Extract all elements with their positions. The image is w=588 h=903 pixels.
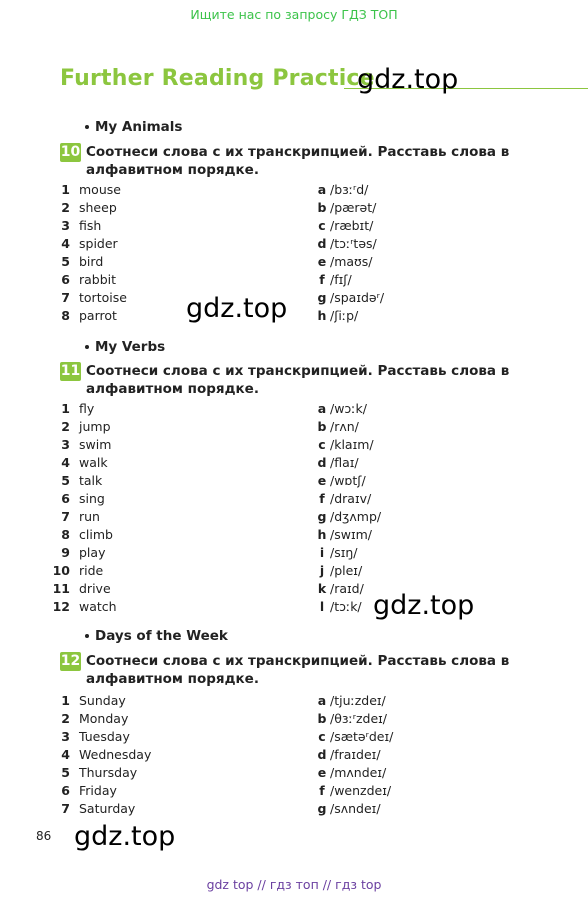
word-row <box>50 544 117 562</box>
section-heading: My Animals <box>85 119 182 135</box>
task-instruction: 11 Соотнеси слова с их транскрипцией. Расставь слова в алфавитном порядке. <box>60 363 510 397</box>
word-row <box>50 746 151 764</box>
transcription-text: /maʊs/ <box>330 254 373 269</box>
item-letter: j <box>319 563 325 578</box>
transcription-row <box>314 253 384 271</box>
transcription-text: /rʌn/ <box>330 419 359 434</box>
word-text: drive <box>79 581 111 596</box>
item-letter: f <box>319 783 325 798</box>
watermark: gdz.top <box>373 590 475 621</box>
transcription-text: /sʌndeɪ/ <box>330 801 381 816</box>
transcription-text: /tɔːʳtəs/ <box>330 236 377 251</box>
word-text: walk <box>79 455 108 470</box>
word-text: parrot <box>79 308 117 323</box>
transcription-row <box>314 544 381 562</box>
word-row <box>50 598 117 616</box>
item-number: 6 <box>61 272 70 287</box>
word-text: Wednesday <box>79 747 152 762</box>
item-letter: a <box>317 182 327 197</box>
transcription-text: /flaɪ/ <box>330 455 359 470</box>
item-number: 5 <box>61 473 70 488</box>
word-text: watch <box>79 599 117 614</box>
transcription-row <box>314 692 393 710</box>
word-list <box>50 692 151 818</box>
word-text: Saturday <box>79 801 136 816</box>
word-text: rabbit <box>79 272 117 287</box>
transcription-row <box>314 782 393 800</box>
watermark: gdz.top <box>357 64 459 95</box>
word-row <box>50 472 117 490</box>
item-number: 3 <box>61 437 70 452</box>
word-row <box>50 271 127 289</box>
word-text: Sunday <box>79 693 126 708</box>
task-number-badge: 10 <box>60 144 81 160</box>
transcription-text: /tɔːk/ <box>330 599 362 614</box>
transcription-row <box>314 472 381 490</box>
word-row <box>50 235 127 253</box>
transcription-text: /sɪŋ/ <box>330 545 358 560</box>
transcription-row <box>314 746 393 764</box>
item-number: 1 <box>61 182 70 197</box>
item-letter: c <box>318 729 326 744</box>
word-row <box>50 400 117 418</box>
watermark: gdz.top <box>186 293 288 324</box>
task-number-badge: 12 <box>60 653 81 669</box>
item-number: 8 <box>61 527 70 542</box>
item-number: 3 <box>61 729 70 744</box>
transcription-list <box>314 692 393 818</box>
transcription-row <box>314 490 381 508</box>
word-text: climb <box>79 527 113 542</box>
item-letter: d <box>317 747 327 762</box>
word-row <box>50 562 117 580</box>
word-row <box>50 490 117 508</box>
word-text: Tuesday <box>79 729 130 744</box>
item-letter: e <box>317 254 327 269</box>
item-letter: g <box>317 801 327 816</box>
word-row <box>50 526 117 544</box>
transcription-text: /wenzdeɪ/ <box>330 783 392 798</box>
item-letter: l <box>319 599 325 614</box>
item-letter: g <box>317 290 327 305</box>
word-row <box>50 782 151 800</box>
item-letter: i <box>319 545 325 560</box>
transcription-row <box>314 418 381 436</box>
word-row <box>50 217 127 235</box>
task-instruction: 10 Соотнеси слова с их транскрипцией. Расставь слова в алфавитном порядке. <box>60 144 510 178</box>
transcription-text: /ʃiːp/ <box>330 308 359 323</box>
item-number: 7 <box>61 509 70 524</box>
item-number: 3 <box>61 218 70 233</box>
item-letter: a <box>317 693 327 708</box>
item-letter: d <box>317 236 327 251</box>
transcription-text: /draɪv/ <box>330 491 372 506</box>
word-row <box>50 418 117 436</box>
word-row <box>50 454 117 472</box>
transcription-list <box>314 181 384 325</box>
word-text: swim <box>79 437 112 452</box>
transcription-row <box>314 728 393 746</box>
word-row <box>50 289 127 307</box>
item-letter: d <box>317 455 327 470</box>
item-letter: h <box>317 308 327 323</box>
item-number: 8 <box>61 308 70 323</box>
section-heading: Days of the Week <box>85 628 228 644</box>
transcription-text: /mʌndeɪ/ <box>330 765 387 780</box>
transcription-text: /pærət/ <box>330 200 377 215</box>
item-letter: c <box>318 218 326 233</box>
word-row <box>50 764 151 782</box>
item-number: 10 <box>52 563 70 578</box>
transcription-text: /tjuːzdeɪ/ <box>330 693 386 708</box>
page-number: 86 <box>36 829 52 843</box>
bullet-icon <box>85 125 89 129</box>
transcription-row <box>314 217 384 235</box>
word-row <box>50 199 127 217</box>
transcription-row <box>314 307 384 325</box>
word-row <box>50 253 127 271</box>
word-row <box>50 692 151 710</box>
word-text: Monday <box>79 711 129 726</box>
transcription-text: /wɔːk/ <box>330 401 367 416</box>
transcription-row <box>314 508 381 526</box>
transcription-row <box>314 562 381 580</box>
item-letter: g <box>317 509 327 524</box>
transcription-text: /fraɪdeɪ/ <box>330 747 381 762</box>
item-letter: b <box>317 711 327 726</box>
item-letter: e <box>317 765 327 780</box>
transcription-text: /bɜːʳd/ <box>330 182 369 197</box>
word-text: fish <box>79 218 102 233</box>
transcription-text: /ræbɪt/ <box>330 218 374 233</box>
word-list <box>50 400 117 616</box>
transcription-row <box>314 289 384 307</box>
item-number: 7 <box>61 290 70 305</box>
transcription-text: /sætəʳdeɪ/ <box>330 729 394 744</box>
item-number: 11 <box>52 581 70 596</box>
word-text: Thursday <box>79 765 138 780</box>
transcription-text: /klaɪm/ <box>330 437 374 452</box>
item-number: 2 <box>61 711 70 726</box>
bullet-icon <box>85 345 89 349</box>
transcription-row <box>314 235 384 253</box>
transcription-row <box>314 764 393 782</box>
transcription-row <box>314 271 384 289</box>
word-row <box>50 800 151 818</box>
item-letter: a <box>317 401 327 416</box>
transcription-text: /pleɪ/ <box>330 563 363 578</box>
transcription-row <box>314 199 384 217</box>
item-letter: e <box>317 473 327 488</box>
transcription-text: /wɒtʃ/ <box>330 473 366 488</box>
item-number: 2 <box>61 200 70 215</box>
word-text: fly <box>79 401 95 416</box>
word-row <box>50 436 117 454</box>
word-text: Friday <box>79 783 117 798</box>
item-letter: f <box>319 272 325 287</box>
item-number: 4 <box>61 455 70 470</box>
word-text: spider <box>79 236 118 251</box>
transcription-text: /dʒʌmp/ <box>330 509 382 524</box>
word-row <box>50 181 127 199</box>
word-text: mouse <box>79 182 121 197</box>
item-number: 5 <box>61 254 70 269</box>
item-number: 1 <box>61 401 70 416</box>
word-text: sing <box>79 491 105 506</box>
item-letter: h <box>317 527 327 542</box>
item-letter: k <box>317 581 327 596</box>
item-number: 6 <box>61 491 70 506</box>
word-text: tortoise <box>79 290 127 305</box>
transcription-row <box>314 580 381 598</box>
transcription-row <box>314 710 393 728</box>
transcription-row <box>314 800 393 818</box>
page-title: Further Reading Practice <box>60 66 375 91</box>
transcription-row <box>314 436 381 454</box>
item-number: 4 <box>61 236 70 251</box>
word-text: bird <box>79 254 104 269</box>
item-number: 12 <box>52 599 70 614</box>
task-instruction: 12 Соотнеси слова с их транскрипцией. Расставь слова в алфавитном порядке. <box>60 653 510 687</box>
word-row <box>50 508 117 526</box>
item-number: 9 <box>61 545 70 560</box>
word-text: sheep <box>79 200 117 215</box>
transcription-text: /swɪm/ <box>330 527 372 542</box>
transcription-text: /spaɪdəʳ/ <box>330 290 385 305</box>
bullet-icon <box>85 634 89 638</box>
footer-text: gdz top // гдз топ // гдз top <box>206 877 382 892</box>
item-letter: c <box>318 437 326 452</box>
section-heading: My Verbs <box>85 339 165 355</box>
item-number: 6 <box>61 783 70 798</box>
transcription-text: /fɪʃ/ <box>330 272 352 287</box>
item-letter: f <box>319 491 325 506</box>
item-number: 7 <box>61 801 70 816</box>
item-letter: b <box>317 419 327 434</box>
word-text: talk <box>79 473 103 488</box>
top-banner: Ищите нас по запросу ГДЗ ТОП <box>190 7 398 22</box>
word-text: ride <box>79 563 104 578</box>
word-row <box>50 307 127 325</box>
word-text: jump <box>79 419 111 434</box>
transcription-row <box>314 454 381 472</box>
word-row <box>50 728 151 746</box>
task-number-badge: 11 <box>60 363 81 379</box>
item-number: 2 <box>61 419 70 434</box>
watermark: gdz.top <box>74 821 176 852</box>
transcription-text: /θɜːʳzdeɪ/ <box>330 711 387 726</box>
word-text: run <box>79 509 100 524</box>
transcription-row <box>314 526 381 544</box>
word-row <box>50 580 117 598</box>
transcription-row <box>314 598 381 616</box>
transcription-list <box>314 400 381 616</box>
item-letter: b <box>317 200 327 215</box>
word-row <box>50 710 151 728</box>
transcription-row <box>314 400 381 418</box>
transcription-row <box>314 181 384 199</box>
item-number: 5 <box>61 765 70 780</box>
item-number: 1 <box>61 693 70 708</box>
transcription-text: /raɪd/ <box>330 581 364 596</box>
item-number: 4 <box>61 747 70 762</box>
word-list <box>50 181 127 325</box>
word-text: play <box>79 545 106 560</box>
